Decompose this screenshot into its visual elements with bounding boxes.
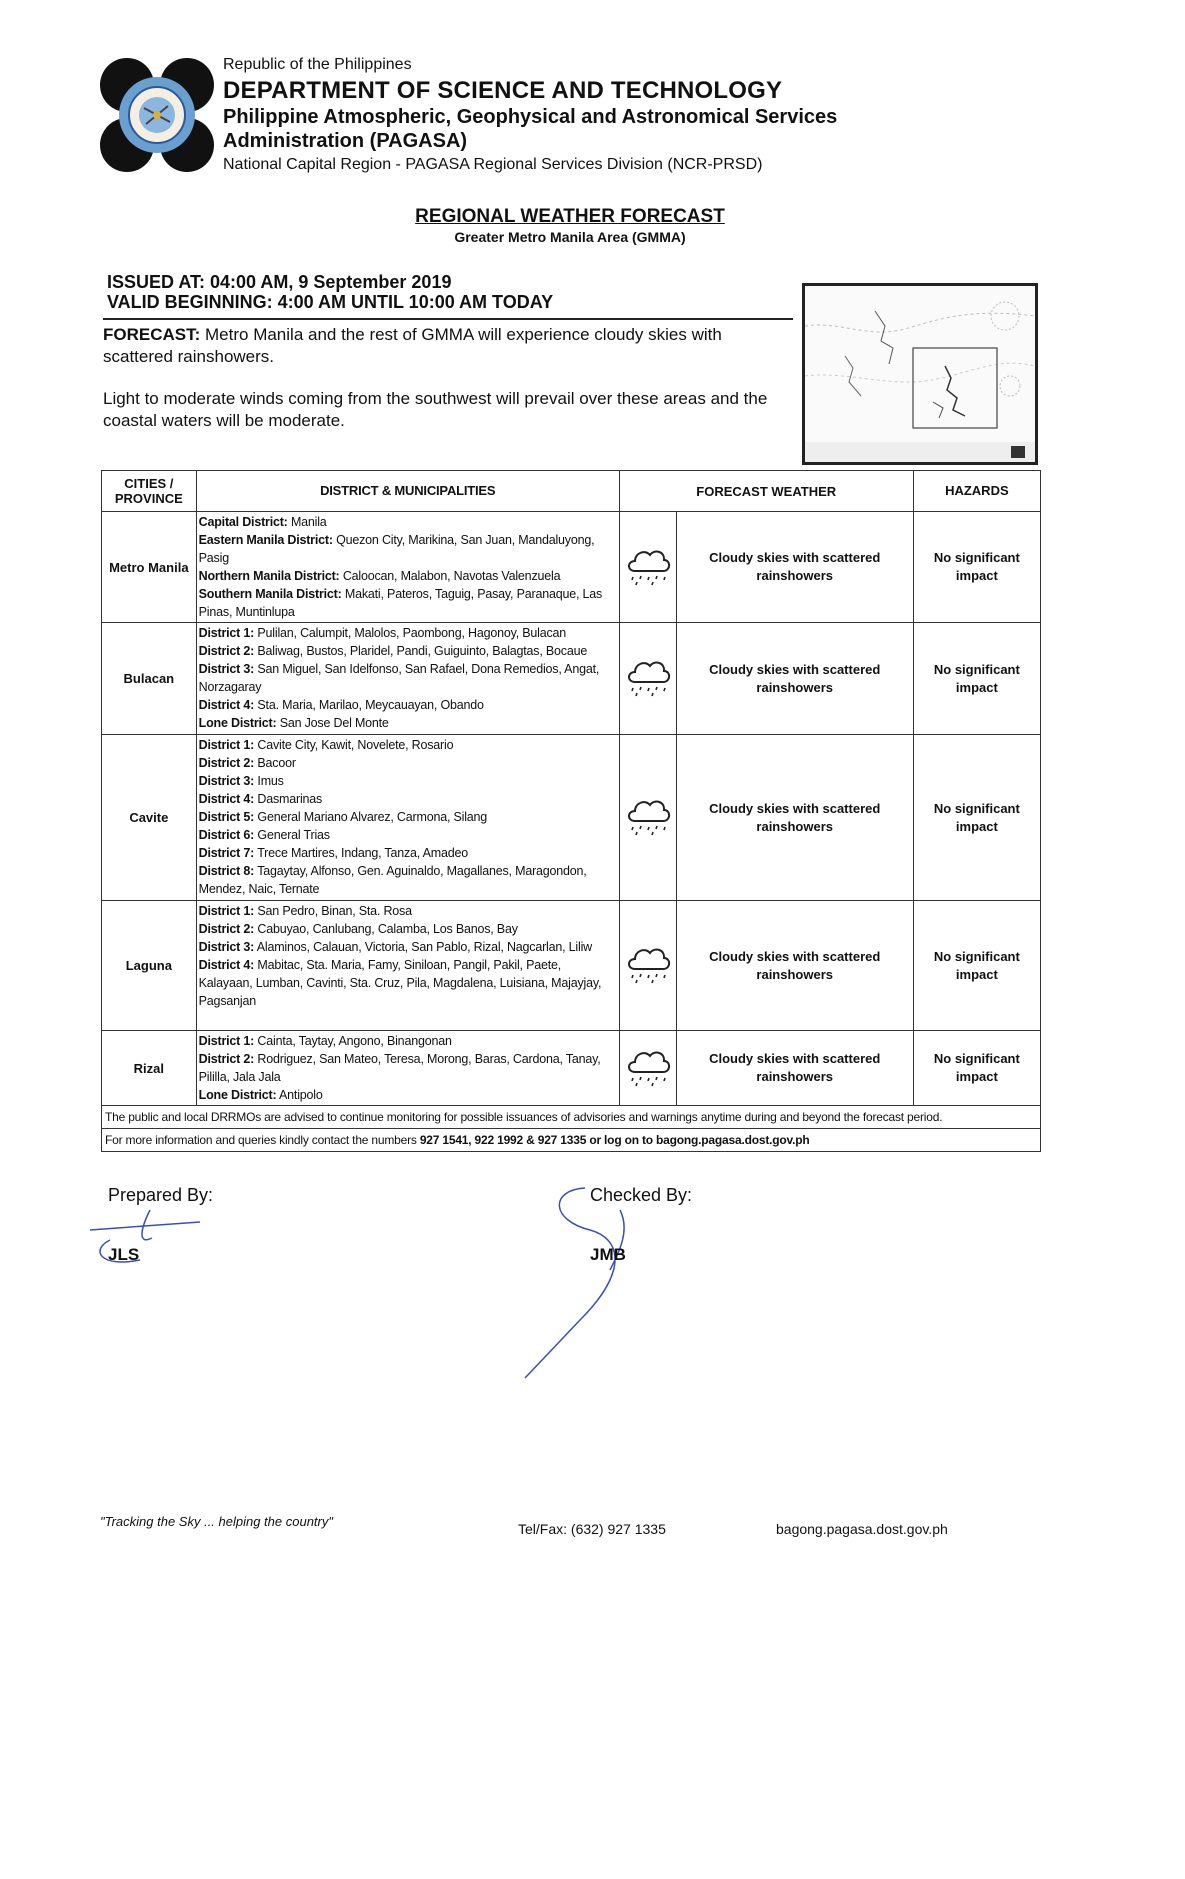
weather-icon-cell xyxy=(619,512,676,623)
district-entry xyxy=(199,567,617,585)
contact-note-prefix: For more information and queries kindly contact the numbers xyxy=(105,1133,420,1147)
table-header-row xyxy=(102,471,1041,512)
forecast-text: Metro Manila and the rest of GMMA will experience cloudy skies with scattered rainshowers. xyxy=(103,325,722,366)
header-republic: Republic of the Philippines xyxy=(223,56,412,73)
document-title: REGIONAL WEATHER FORECAST xyxy=(415,206,725,227)
district-label: District 1: xyxy=(198,1034,255,1048)
district-label: District 2: xyxy=(198,644,255,658)
prepared-by-label: Prepared By: xyxy=(108,1185,214,1205)
district-municipalities: Quezon City, Marikina, San Juan, Mandaluyong, Pasig xyxy=(198,533,595,565)
satellite-map-image xyxy=(802,283,1038,465)
district-label: Eastern Manila District: xyxy=(198,533,333,547)
district-label: District 4: xyxy=(198,958,255,972)
district-label: District 4: xyxy=(198,698,255,712)
district-entry xyxy=(199,1050,617,1086)
header-agency-line2: Administration (PAGASA) xyxy=(223,130,468,152)
district-label: District 3: xyxy=(198,774,255,788)
hazard-cell: No significant impact xyxy=(913,735,1040,901)
district-municipalities: Rodriguez, San Mateo, Teresa, Morong, Baras, Cardona, Tanay, Pililla, Jala Jala xyxy=(198,1052,601,1084)
city-cell: Bulacan xyxy=(102,623,197,735)
district-cell xyxy=(196,1031,619,1106)
district-municipalities: Baliwag, Bustos, Plaridel, Pandi, Guiguinto, Balagtas, Bocaue xyxy=(257,644,588,658)
district-label: District 1: xyxy=(198,738,255,752)
district-entry xyxy=(199,754,617,772)
header-forecast: FORECAST WEATHER xyxy=(619,471,913,512)
table-row xyxy=(102,735,1041,901)
checked-by-label: Checked By: xyxy=(590,1185,693,1205)
table-row xyxy=(102,1031,1041,1106)
district-label: District 6: xyxy=(198,828,255,842)
hazard-cell: No significant impact xyxy=(913,623,1040,735)
cloud-rain-icon xyxy=(623,574,673,591)
weather-icon-cell xyxy=(619,901,676,1031)
footer-website: bagong.pagasa.dost.gov.ph xyxy=(776,1521,948,1537)
district-municipalities: Sta. Maria, Marilao, Meycauayan, Obando xyxy=(257,698,484,712)
district-entry xyxy=(199,1086,617,1104)
district-label: Northern Manila District: xyxy=(198,569,340,583)
district-entry xyxy=(199,956,617,1010)
footer-tagline: "Tracking the Sky ... helping the country" xyxy=(100,1514,333,1529)
forecast-weather-cell: Cloudy skies with scattered rainshowers xyxy=(676,1031,913,1106)
header-hazards: HAZARDS xyxy=(913,471,1040,512)
district-municipalities: Tagaytay, Alfonso, Gen. Aguinaldo, Magallanes, Maragondon, Mendez, Naic, Ternate xyxy=(198,864,587,896)
district-label: District 5: xyxy=(198,810,255,824)
table-row xyxy=(102,512,1041,623)
weather-icon-cell xyxy=(619,623,676,735)
district-label: District 7: xyxy=(198,846,255,860)
district-label: District 1: xyxy=(198,626,255,640)
document-subtitle: Greater Metro Manila Area (GMMA) xyxy=(454,229,686,245)
district-municipalities: Alaminos, Calauan, Victoria, San Pablo, Rizal, Nagcarlan, Liliw xyxy=(256,940,592,954)
district-entry xyxy=(199,862,617,898)
district-label: District 2: xyxy=(198,1052,255,1066)
cloud-rain-icon xyxy=(623,685,673,702)
divider xyxy=(103,318,793,320)
hazard-cell: No significant impact xyxy=(913,512,1040,623)
district-label: Southern Manila District: xyxy=(198,587,342,601)
district-municipalities: Mabitac, Sta. Maria, Famy, Siniloan, Pangil, Pakil, Paete, Kalayaan, Lumban, Cavinti, Sta. Cruz, Pila, Magdalena, Luisiana, Majayjay, Pagsanjan xyxy=(198,958,602,1008)
district-municipalities: Imus xyxy=(257,774,284,788)
district-cell xyxy=(196,735,619,901)
district-municipalities: San Jose Del Monte xyxy=(279,716,389,730)
district-municipalities: Dasmarinas xyxy=(257,792,323,806)
winds-paragraph: Light to moderate winds coming from the southwest will prevail over these areas and the coastal waters will be moderate. xyxy=(103,389,768,430)
district-entry xyxy=(199,790,617,808)
district-municipalities: General Trias xyxy=(257,828,330,842)
header-agency-line1: Philippine Atmospheric, Geophysical and Astronomical Services xyxy=(223,106,838,128)
district-label: Capital District: xyxy=(198,515,288,529)
pagasa-logo xyxy=(100,58,214,172)
table-body xyxy=(102,512,1041,1106)
weather-icon-cell xyxy=(619,1031,676,1106)
cloud-rain-icon xyxy=(623,972,673,989)
district-municipalities: Pulilan, Calumpit, Malolos, Paombong, Hagonoy, Bulacan xyxy=(257,626,567,640)
district-municipalities: Bacoor xyxy=(257,756,296,770)
checked-initials: JMB xyxy=(590,1245,626,1264)
district-municipalities: Cainta, Taytay, Angono, Binangonan xyxy=(257,1034,452,1048)
district-entry xyxy=(199,513,617,531)
district-cell xyxy=(196,512,619,623)
forecast-weather-cell: Cloudy skies with scattered rainshowers xyxy=(676,901,913,1031)
header-department: DEPARTMENT OF SCIENCE AND TECHNOLOGY xyxy=(223,77,783,104)
district-municipalities: Antipolo xyxy=(279,1088,323,1102)
forecast-label: FORECAST: xyxy=(103,325,201,344)
district-entry xyxy=(199,938,617,956)
district-entry xyxy=(199,714,617,732)
forecast-weather-cell: Cloudy skies with scattered rainshowers xyxy=(676,623,913,735)
district-municipalities: Cavite City, Kawit, Novelete, Rosario xyxy=(257,738,454,752)
forecast-paragraph xyxy=(103,324,783,368)
district-cell xyxy=(196,901,619,1031)
advisory-note: The public and local DRRMOs are advised to continue monitoring for possible issuances of advisories and warnings anytime during and beyond the forecast period. xyxy=(102,1106,1041,1129)
forecast-weather-cell: Cloudy skies with scattered rainshowers xyxy=(676,512,913,623)
checked-signature xyxy=(510,1180,660,1380)
district-cell xyxy=(196,623,619,735)
cloud-rain-icon xyxy=(623,1075,673,1092)
district-municipalities: Cabuyao, Canlubang, Calamba, Los Banos, Bay xyxy=(257,922,518,936)
district-label: District 3: xyxy=(198,940,255,954)
district-entry xyxy=(199,844,617,862)
district-label: District 2: xyxy=(198,756,255,770)
footer-telfax: Tel/Fax: (632) 927 1335 xyxy=(518,1521,666,1537)
header-region: National Capital Region - PAGASA Regional Services Division (NCR-PRSD) xyxy=(223,156,763,173)
district-entry xyxy=(199,920,617,938)
district-entry xyxy=(199,772,617,790)
district-label: District 4: xyxy=(198,792,255,806)
cloud-rain-icon xyxy=(623,824,673,841)
district-municipalities: Makati, Pateros, Taguig, Pasay, Paranaque, Las Pinas, Muntinlupa xyxy=(198,587,603,619)
district-entry xyxy=(199,696,617,714)
prepared-signature xyxy=(80,1190,240,1270)
contact-note xyxy=(102,1129,1041,1152)
header-district: DISTRICT & MUNICIPALITIES xyxy=(196,471,619,512)
city-cell: Laguna xyxy=(102,901,197,1031)
district-entry xyxy=(199,624,617,642)
table-note-row xyxy=(102,1106,1041,1129)
forecast-weather-cell: Cloudy skies with scattered rainshowers xyxy=(676,735,913,901)
district-entry xyxy=(199,1032,617,1050)
district-entry xyxy=(199,826,617,844)
district-entry xyxy=(199,585,617,621)
table-row xyxy=(102,623,1041,735)
forecast-table xyxy=(101,470,1041,1152)
district-municipalities: Manila xyxy=(290,515,327,529)
district-municipalities: Caloocan, Malabon, Navotas Valenzuela xyxy=(342,569,561,583)
issued-at: ISSUED AT: 04:00 AM, 9 September 2019 xyxy=(107,272,452,292)
header-city: CITIES / PROVINCE xyxy=(102,471,197,512)
city-cell: Metro Manila xyxy=(102,512,197,623)
table-row xyxy=(102,901,1041,1031)
contact-note-numbers: 927 1541, 922 1992 & 927 1335 or log on to bagong.pagasa.dost.gov.ph xyxy=(419,1133,810,1147)
district-entry xyxy=(199,736,617,754)
district-label: District 1: xyxy=(198,904,255,918)
district-label: Lone District: xyxy=(198,716,277,730)
hazard-cell: No significant impact xyxy=(913,1031,1040,1106)
district-entry xyxy=(199,642,617,660)
city-cell: Rizal xyxy=(102,1031,197,1106)
valid-period: VALID BEGINNING: 4:00 AM UNTIL 10:00 AM TODAY xyxy=(107,292,554,312)
district-municipalities: General Mariano Alvarez, Carmona, Silang xyxy=(257,810,488,824)
district-label: District 8: xyxy=(198,864,255,878)
district-municipalities: San Pedro, Binan, Sta. Rosa xyxy=(257,904,412,918)
district-municipalities: Trece Martires, Indang, Tanza, Amadeo xyxy=(257,846,468,860)
district-label: District 2: xyxy=(198,922,255,936)
weather-icon-cell xyxy=(619,735,676,901)
district-entry xyxy=(199,902,617,920)
district-municipalities: San Miguel, San Idelfonso, San Rafael, Dona Remedios, Angat, Norzagaray xyxy=(198,662,600,694)
district-label: Lone District: xyxy=(198,1088,277,1102)
table-contact-row xyxy=(102,1129,1041,1152)
hazard-cell: No significant impact xyxy=(913,901,1040,1031)
prepared-initials: JLS xyxy=(108,1245,140,1264)
district-entry xyxy=(199,660,617,696)
district-entry xyxy=(199,531,617,567)
district-label: District 3: xyxy=(198,662,255,676)
city-cell: Cavite xyxy=(102,735,197,901)
district-entry xyxy=(199,808,617,826)
